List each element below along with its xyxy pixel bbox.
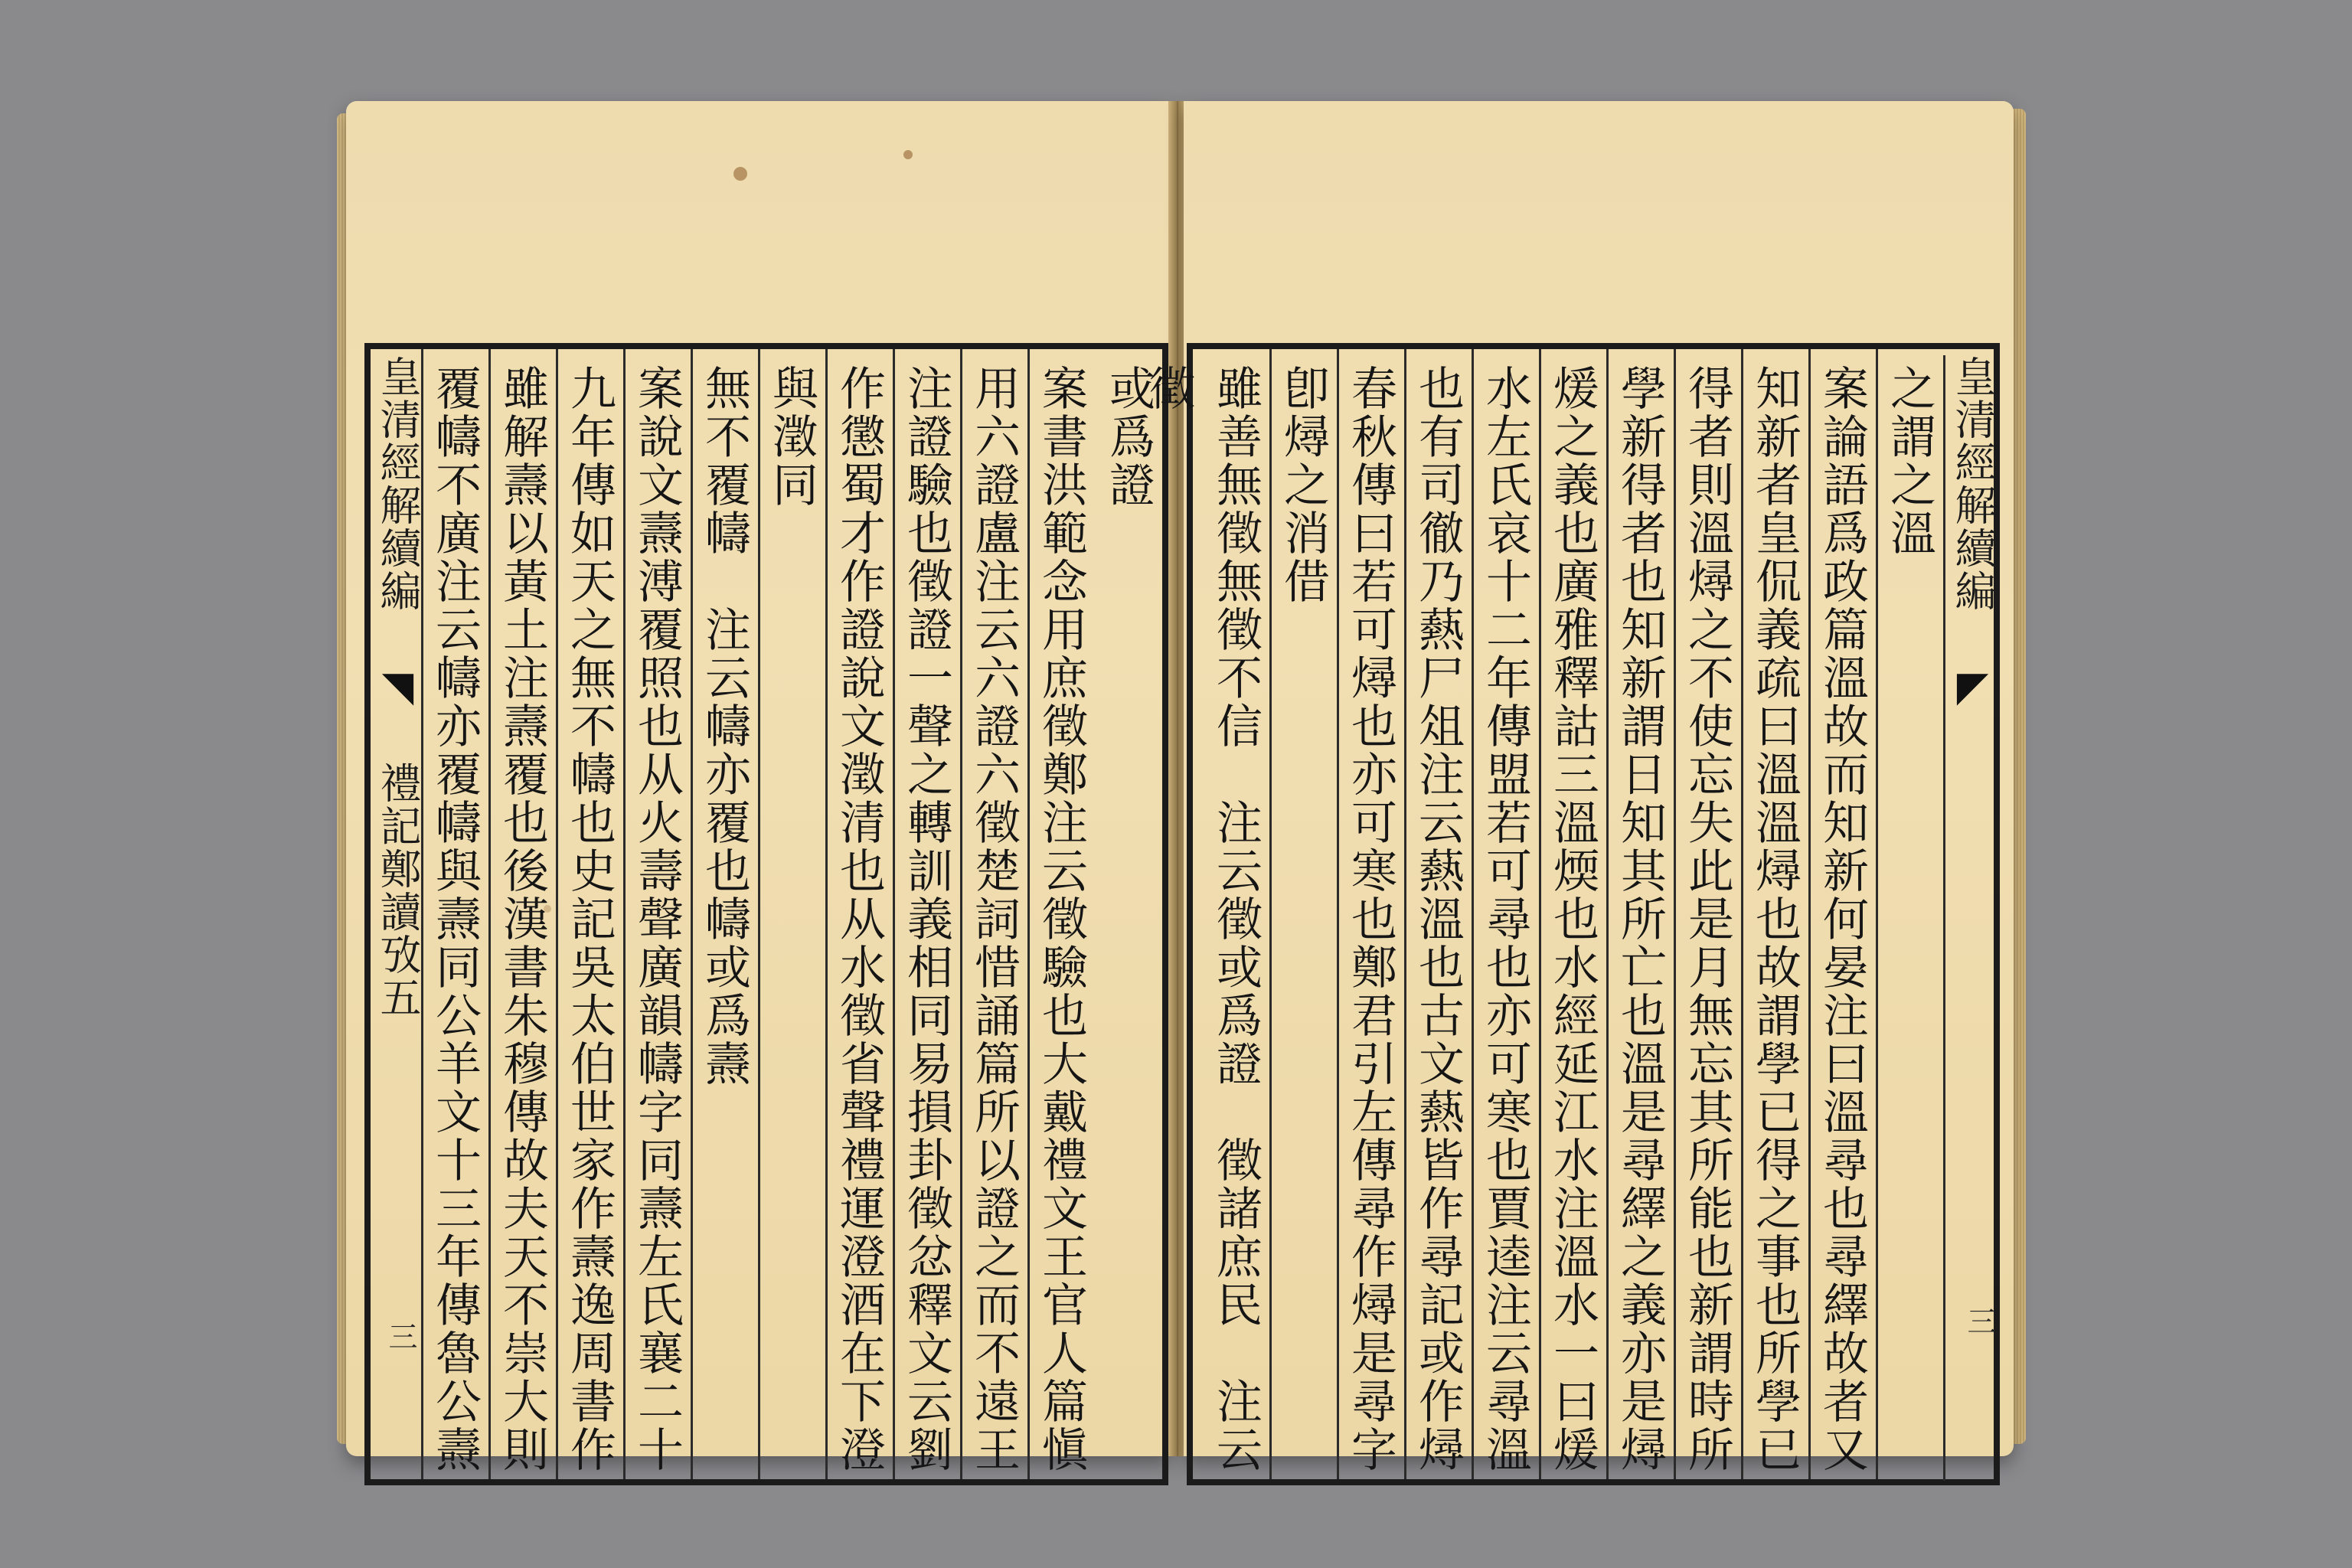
text-column: 水左氏哀十二年傳盟若可尋也亦可寒也賈逵注云尋溫 [1472, 349, 1539, 1479]
text-column: 也有司徹乃爇尸俎注云爇溫也古文爇皆作尋記或作燖 [1404, 349, 1472, 1479]
foxing-spot [733, 167, 747, 181]
fishtail-icon: ◥ [374, 662, 422, 712]
text-column: 雖善無徵無徵不信 注云徵或爲證 徵諸庶民 注云徵 [1142, 364, 1263, 1474]
right-page [1142, 101, 2014, 1474]
text-column: 春秋傳曰若可燖也亦可寒也鄭君引左傳尋作燖是尋字 [1337, 349, 1404, 1479]
text-column: 案論語爲政篇溫故而知新何晏注曰溫尋也尋繹故者又 [1808, 349, 1876, 1479]
text-column: 知新者皇侃義疏曰溫溫燖也故謂學已得之事也所學已 [1741, 349, 1808, 1479]
text-column: 或爲證 [1102, 364, 1155, 509]
open-book [346, 92, 2014, 1474]
text-column: 注證驗也徵證一聲之轉訓義相同易損卦徵忿釋文云劉 [893, 349, 960, 1479]
text-column: 得者則溫燖之不使忘失此是月無忘其所能也新謂時所 [1674, 349, 1741, 1479]
text-column: 與澂同 [758, 349, 825, 1479]
running-title: 皇清經解續編 [1949, 355, 1997, 612]
text-column: 案說文燾溥覆照也从火壽聲廣韻幬字同燾左氏襄二十 [623, 349, 691, 1479]
text-column: 無不覆幬 注云幬亦覆也幬或爲燾 [691, 349, 758, 1479]
left-page [346, 101, 1171, 1474]
text-column: 作懲蜀才作證說文澂清也从水徵省聲禮運澄酒在下澄 [825, 349, 893, 1479]
text-column: 雖解燾以黃土注燾覆也後漢書朱穆傳故夫天不崇大則 [488, 349, 556, 1479]
page-number: 三 [384, 1321, 417, 1351]
page-number: 三 [1962, 1306, 1996, 1335]
text-column: 覆幬不廣注云幬亦覆幬與燾同公羊文十三年傳魯公燾 [421, 349, 488, 1479]
right-text-frame [1142, 343, 2000, 1485]
text-column: 卽燖之消借 [1269, 349, 1337, 1479]
running-title: 皇清經解續編 [374, 355, 422, 612]
text-column: 學新得者也知新謂日知其所亡也溫是尋繹之義亦是燖 [1606, 349, 1674, 1479]
text-column: 用六證盧注云六證六徵楚詞惜誦篇所以證之而不遠王 [960, 349, 1027, 1479]
left-margin-title [371, 355, 424, 1481]
foxing-spot [903, 150, 913, 159]
text-column: 案書洪範念用庶徵鄭注云徵驗也大戴禮文王官人篇愼 [1027, 349, 1095, 1479]
section-title: 禮記鄭讀攷五 [374, 762, 422, 1019]
text-column: 煖之義也廣雅釋詁三溫煗也水經延江水注溫水一曰煖 [1539, 349, 1606, 1479]
fishtail-icon: ◤ [1949, 662, 1997, 712]
text-column: 九年傳如天之無不幬也史記吳太伯世家作燾逸周書作 [556, 349, 623, 1479]
text-column: 之謂之溫 [1876, 349, 1943, 1479]
left-text-frame [364, 343, 1168, 1485]
